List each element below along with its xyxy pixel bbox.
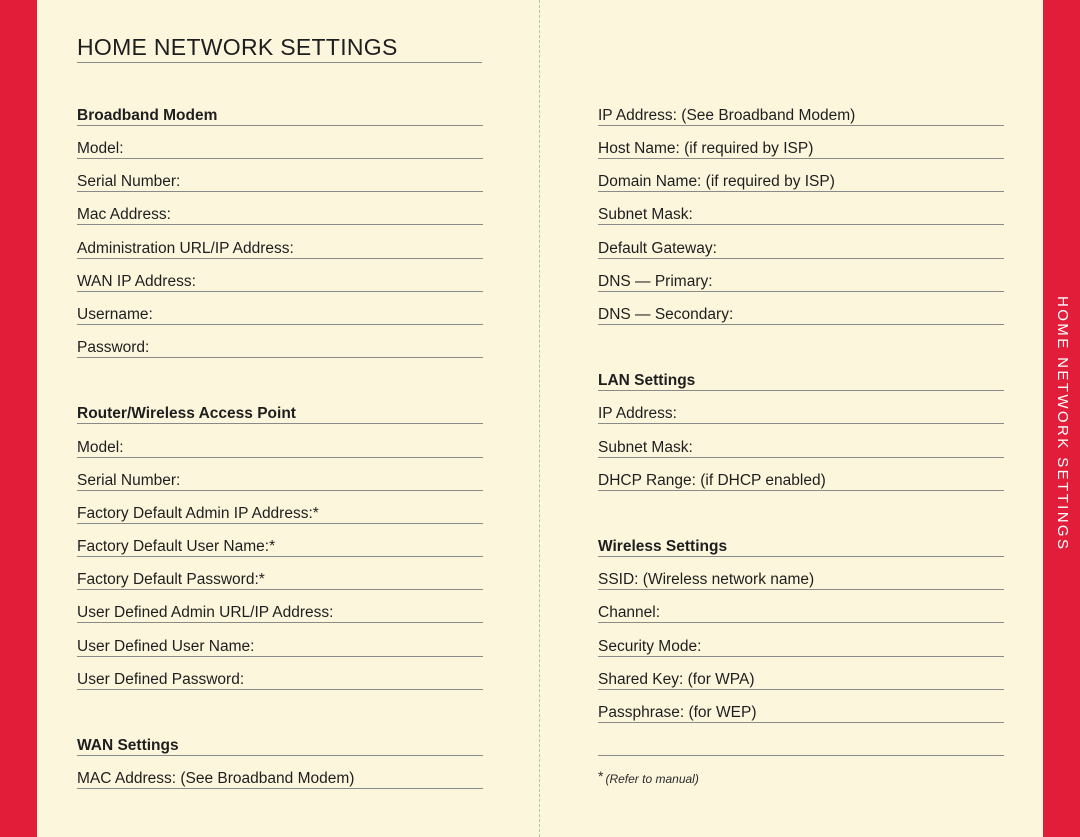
field-lan-ip-address[interactable]: IP Address:: [598, 392, 1004, 424]
field-router-default-password[interactable]: Factory Default Password:*: [77, 558, 483, 590]
field-blank-line[interactable]: [598, 724, 1004, 756]
left-page-edge: [0, 0, 37, 837]
field-router-user-name[interactable]: User Defined User Name:: [77, 625, 483, 657]
field-wan-default-gateway[interactable]: Default Gateway:: [598, 227, 1004, 259]
footnote: [598, 768, 699, 786]
field-modem-wan-ip[interactable]: WAN IP Address:: [77, 260, 483, 292]
section-gap: [598, 492, 1004, 525]
section-heading-wan-settings: WAN Settings: [77, 724, 483, 756]
field-wan-ip-address[interactable]: IP Address: (See Broadband Modem): [598, 94, 1004, 126]
field-modem-admin-url[interactable]: Administration URL/IP Address:: [77, 227, 483, 259]
book-spine: [539, 0, 540, 837]
field-router-serial-number[interactable]: Serial Number:: [77, 459, 483, 491]
field-wan-host-name[interactable]: Host Name: (if required by ISP): [598, 127, 1004, 159]
field-router-default-user-name[interactable]: Factory Default User Name:*: [77, 525, 483, 557]
field-wan-mac-address[interactable]: MAC Address: (See Broadband Modem): [77, 757, 483, 789]
field-modem-password[interactable]: Password:: [77, 326, 483, 358]
side-tab-label: HOME NETWORK SETTINGS: [1054, 296, 1071, 552]
field-router-admin-url[interactable]: User Defined Admin URL/IP Address:: [77, 591, 483, 623]
field-wireless-shared-key[interactable]: Shared Key: (for WPA): [598, 658, 1004, 690]
field-modem-model[interactable]: Model:: [77, 127, 483, 159]
section-heading-lan-settings: LAN Settings: [598, 359, 1004, 391]
field-wireless-channel[interactable]: Channel:: [598, 591, 1004, 623]
field-wan-domain-name[interactable]: Domain Name: (if required by ISP): [598, 160, 1004, 192]
footnote-text: (Refer to manual): [605, 772, 699, 786]
field-modem-username[interactable]: Username:: [77, 293, 483, 325]
footnote-marker: *: [598, 768, 604, 784]
section-gap: [77, 691, 483, 724]
section-gap: [598, 326, 1004, 359]
field-wireless-security-mode[interactable]: Security Mode:: [598, 625, 1004, 657]
section-gap: [77, 359, 483, 392]
field-wan-dns-primary[interactable]: DNS — Primary:: [598, 260, 1004, 292]
right-column: [598, 94, 1004, 757]
section-heading-wireless-settings: Wireless Settings: [598, 525, 1004, 557]
left-column: [77, 94, 483, 790]
field-wireless-passphrase[interactable]: Passphrase: (for WEP): [598, 691, 1004, 723]
page-title: HOME NETWORK SETTINGS: [77, 33, 482, 63]
section-heading-router: Router/Wireless Access Point: [77, 392, 483, 424]
field-lan-subnet-mask[interactable]: Subnet Mask:: [598, 426, 1004, 458]
field-modem-mac-address[interactable]: Mac Address:: [77, 193, 483, 225]
field-modem-serial-number[interactable]: Serial Number:: [77, 160, 483, 192]
field-wan-dns-secondary[interactable]: DNS — Secondary:: [598, 293, 1004, 325]
field-wireless-ssid[interactable]: SSID: (Wireless network name): [598, 558, 1004, 590]
field-wan-subnet-mask[interactable]: Subnet Mask:: [598, 193, 1004, 225]
field-router-password[interactable]: User Defined Password:: [77, 658, 483, 690]
field-router-default-admin-ip[interactable]: Factory Default Admin IP Address:*: [77, 492, 483, 524]
field-lan-dhcp-range[interactable]: DHCP Range: (if DHCP enabled): [598, 459, 1004, 491]
section-heading-broadband-modem: Broadband Modem: [77, 94, 483, 126]
field-router-model[interactable]: Model:: [77, 426, 483, 458]
